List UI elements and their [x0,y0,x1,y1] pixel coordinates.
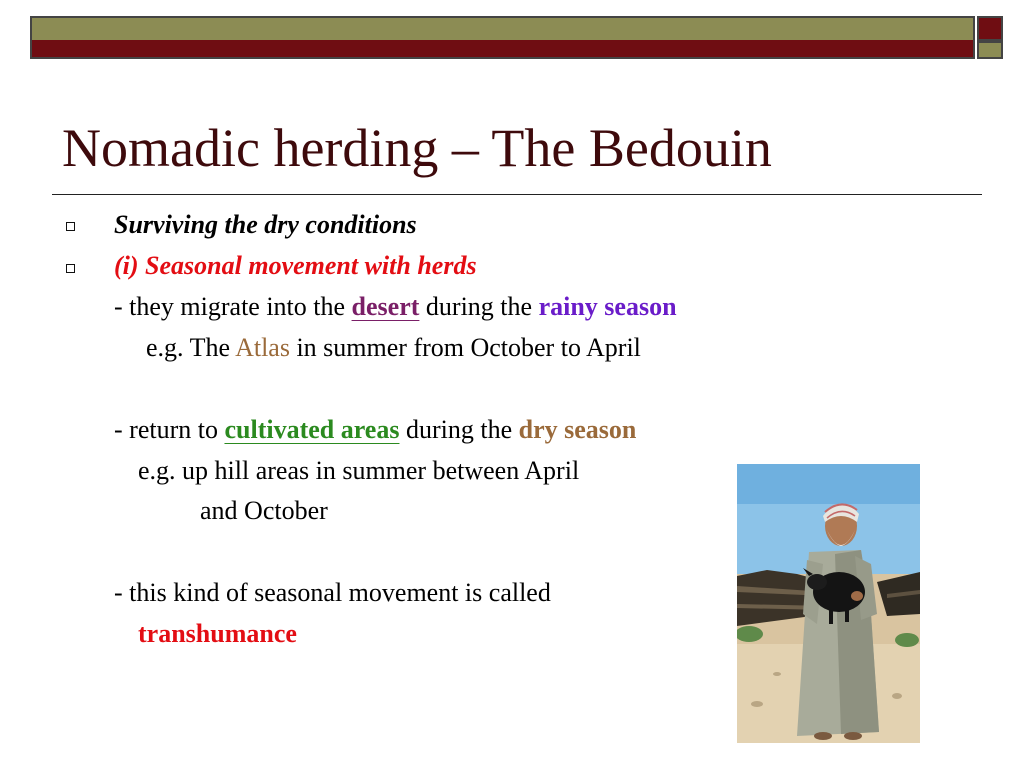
text-segment: - they migrate into the [114,292,352,321]
top-decorative-bar [30,16,975,59]
bedouin-herder-photo [737,464,920,743]
line-uphill-example: e.g. up hill areas in summer between April [138,456,580,485]
bullet-surviving: Surviving the dry conditions [114,210,417,239]
text-segment: in summer from October to April [289,333,641,362]
keyword-desert: desert [351,292,420,321]
top-bar-maroon-stripe [32,40,973,57]
bullet-seasonal-movement: (i) Seasonal movement with herds [114,251,477,280]
line-called: - this kind of seasonal movement is called [114,578,551,607]
hollow-square-bullet-icon [66,264,75,273]
text-segment: - return to [114,415,225,444]
line-return-cultivated [114,415,636,445]
bedouin-herder-illustration [737,464,920,743]
keyword-transhumance: transhumance [138,619,297,648]
keyword-rainy-season: rainy season [538,292,677,321]
text-segment: during the [399,415,519,444]
line-and-october: and October [200,496,328,525]
keyword-atlas: Atlas [235,333,290,362]
line-atlas-example [146,333,641,363]
line-migrate-desert [114,292,677,322]
text-segment: during the [419,292,539,321]
text-segment: e.g. The [146,333,236,362]
title-rule [52,194,982,195]
corner-box-olive [977,41,1003,59]
keyword-cultivated-areas: cultivated areas [224,415,400,444]
keyword-dry-season: dry season [518,415,637,444]
slide-title: Nomadic herding – The Bedouin [62,118,772,178]
hollow-square-bullet-icon [66,222,75,231]
corner-box-maroon [977,16,1003,41]
